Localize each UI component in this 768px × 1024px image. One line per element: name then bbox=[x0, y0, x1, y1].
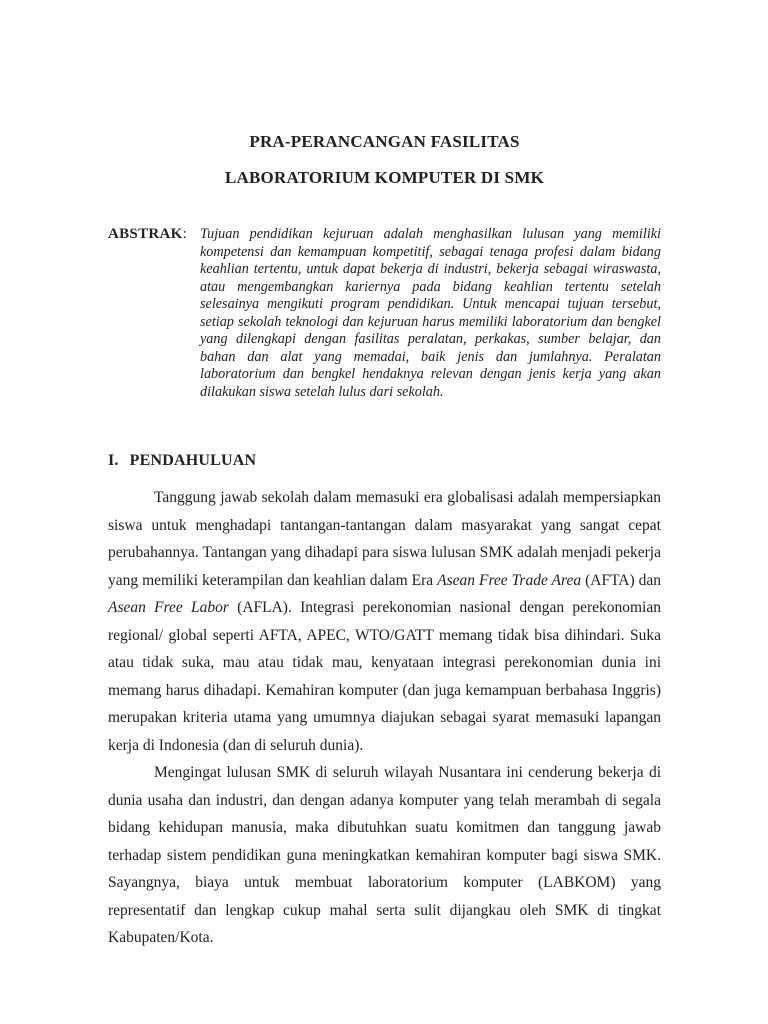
abstract-label bbox=[108, 226, 200, 244]
paragraph-1 bbox=[108, 484, 661, 759]
abstract-text: Tujuan pendidikan kejuruan adalah menghasilkan lulusan yang memiliki kompetensi dan kemampuan kompetitif, sebagai tenaga profesi dalam bidang keahlian tertentu, untuk dapat bekerja di industri, bekerja sebagai wiraswasta, atau mengembangkan kariernya pada bidang keahlian tertentu setelah selesainya mengikuti program pendidikan. Untuk mencapai tujuan tersebut, setiap sekolah teknologi dan kejuruan harus memiliki laboratorium dan bengkel yang dilengkapi dengan fasilitas peralatan, perkakas, sumber belajar, dan bahan dan alat yang memadai, baik jenis dan jumlahnya. Peralatan laboratorium dan bengkel hendaknya relevan dengan jenis kerja yang akan dilakukan siswa setelah lulus dari sekolah. bbox=[200, 226, 661, 400]
paragraph-1-text: (AFLA). Integrasi perekonomian nasional dengan perekonomian regional/ global seperti AFTA, APEC, WTO/GATT memang tidak bisa dihindari. Suka atau tidak suka, mau atau tidak mau, kenyataan integrasi perekonomian dunia ini memang harus dihadapi. Kemahiran komputer (dan juga kemampuan berbahasa Inggris) merupakan kriteria utama yang umumnya diajukan sebagai syarat memasuki lapangan kerja di Indonesia (dan di seluruh dunia). bbox=[108, 599, 661, 754]
paragraph-2: Mengingat lulusan SMK di seluruh wilayah Nusantara ini cenderung bekerja di dunia usaha dan industri, dan dengan adanya komputer yang telah merambah di segala bidang kehidupan manusia, maka dibutuhkan suatu komitmen dan tanggung jawab terhadap sistem pendidikan guna meningkatkan kemahiran komputer bagi siswa SMK. Sayangnya, biaya untuk membuat laboratorium komputer (LABKOM) yang representatif dan lengkap cukup mahal serta sulit dijangkau oleh SMK di tingkat Kabupaten/Kota. bbox=[108, 764, 661, 946]
paragraph-1-text: Tanggung jawab sekolah dalam memasuki era globalisasi adalah mempersiapkan siswa untuk menghadapi tantangan-tantangan dalam masyarakat yang sangat cepat perubahannya. Tantangan yang dihadapi para siswa lulusan SMK adalah menjadi pekerja yang memiliki keterampilan dan keahlian dalam Era bbox=[108, 489, 661, 589]
section-title: PENDAHULUAN bbox=[129, 452, 257, 469]
abstract-section bbox=[108, 226, 661, 401]
abstract-label-separator: : bbox=[182, 226, 187, 242]
paragraph-1-italic-afla: Asean Free Labor bbox=[108, 599, 229, 616]
section-number: I. bbox=[108, 452, 119, 469]
abstract-label-text: ABSTRAK bbox=[108, 226, 183, 242]
title-line-1: PRA-PERANCANGAN FASILITAS bbox=[249, 132, 520, 151]
document-title bbox=[108, 124, 661, 196]
paragraph-1-italic-afta: Asean Free Trade Area bbox=[437, 571, 582, 589]
paragraph-1-text: (AFTA) dan bbox=[581, 571, 662, 589]
title-line-2: LABORATORIUM KOMPUTER DI SMK bbox=[224, 168, 544, 187]
section-heading bbox=[108, 451, 661, 470]
